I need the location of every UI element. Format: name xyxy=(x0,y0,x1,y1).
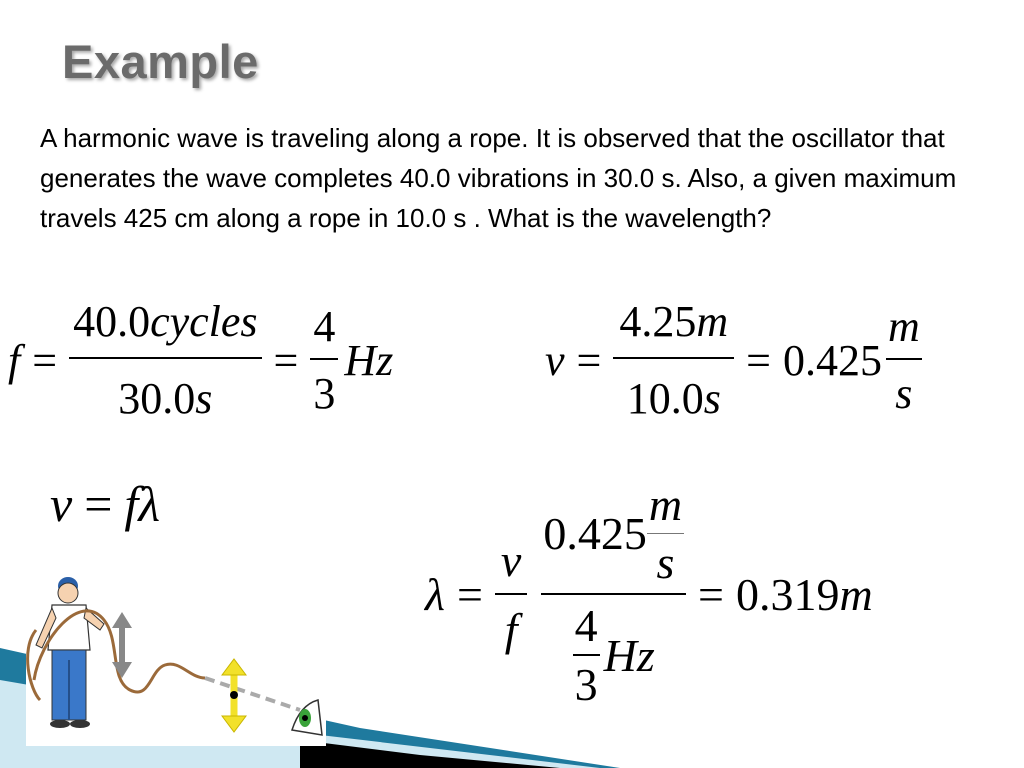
fraction-numerator: m xyxy=(648,479,683,530)
fraction-denominator xyxy=(114,359,216,424)
equals-sign: = xyxy=(273,335,299,385)
hertz-unit: Hz xyxy=(344,335,394,385)
wavelength-symbol: λ xyxy=(138,476,160,532)
meters-per-second-unit xyxy=(647,478,684,589)
fraction-numerator: 4 xyxy=(313,302,336,351)
four-thirds-fraction xyxy=(310,301,338,419)
wavelength-symbol: λ xyxy=(425,569,445,620)
meters-per-second-unit xyxy=(886,301,922,419)
fraction-denominator: 3 xyxy=(574,659,598,710)
equals-sign: = xyxy=(456,569,483,620)
distance-unit: m xyxy=(696,297,729,346)
fraction-numerator: m xyxy=(887,302,920,351)
cycles-value: 40.0 xyxy=(73,297,151,346)
frequency-symbol: f xyxy=(8,335,21,385)
cycles-per-time-fraction xyxy=(69,296,261,424)
fraction-denominator xyxy=(621,359,727,424)
wavelength-result: 0.319 xyxy=(736,569,840,620)
speed-equation xyxy=(545,296,922,424)
wave-illustration xyxy=(0,560,620,768)
time-unit: s xyxy=(703,374,721,423)
equals-sign: = xyxy=(698,569,724,620)
fraction-numerator xyxy=(69,296,261,357)
fraction-numerator: 4 xyxy=(574,600,598,651)
distance-per-time-fraction xyxy=(613,296,734,424)
equals-sign: = xyxy=(84,476,113,532)
frequency-equation xyxy=(8,296,393,424)
speed-value: 0.425 xyxy=(543,508,647,559)
speed-symbol: v xyxy=(50,476,73,532)
cycles-unit: cycles xyxy=(150,297,258,346)
speed-result: 0.425 xyxy=(782,335,882,385)
fraction-denominator: s xyxy=(656,537,675,588)
slide-title: Example xyxy=(62,35,259,88)
equals-sign: = xyxy=(32,335,58,385)
wave-speed-relation xyxy=(50,475,160,533)
problem-statement: A harmonic wave is traveling along a rope. It is observed that the oscillator that generates the wave completes 40.0 vibrations in 30.0 s. Also, a given maximum travels 425 cm along a rope in 10.0 s . What is the wavelength? xyxy=(40,123,957,233)
speed-symbol: v xyxy=(545,335,565,385)
hertz-unit: Hz xyxy=(603,629,655,681)
distance-value: 4.25 xyxy=(619,297,697,346)
equals-sign: = xyxy=(746,335,771,385)
time-value: 10.0 xyxy=(626,374,704,423)
time-unit: s xyxy=(195,374,213,423)
meter-unit: m xyxy=(839,569,873,620)
fraction-numerator: v xyxy=(500,534,522,586)
equals-sign: = xyxy=(576,335,602,385)
frequency-symbol: f xyxy=(124,476,139,532)
fraction-denominator: s xyxy=(895,369,913,418)
time-value: 30.0 xyxy=(118,374,196,423)
fraction-numerator xyxy=(613,296,734,357)
fraction-denominator: 3 xyxy=(313,369,336,418)
fraction-denominator: f xyxy=(504,603,518,655)
